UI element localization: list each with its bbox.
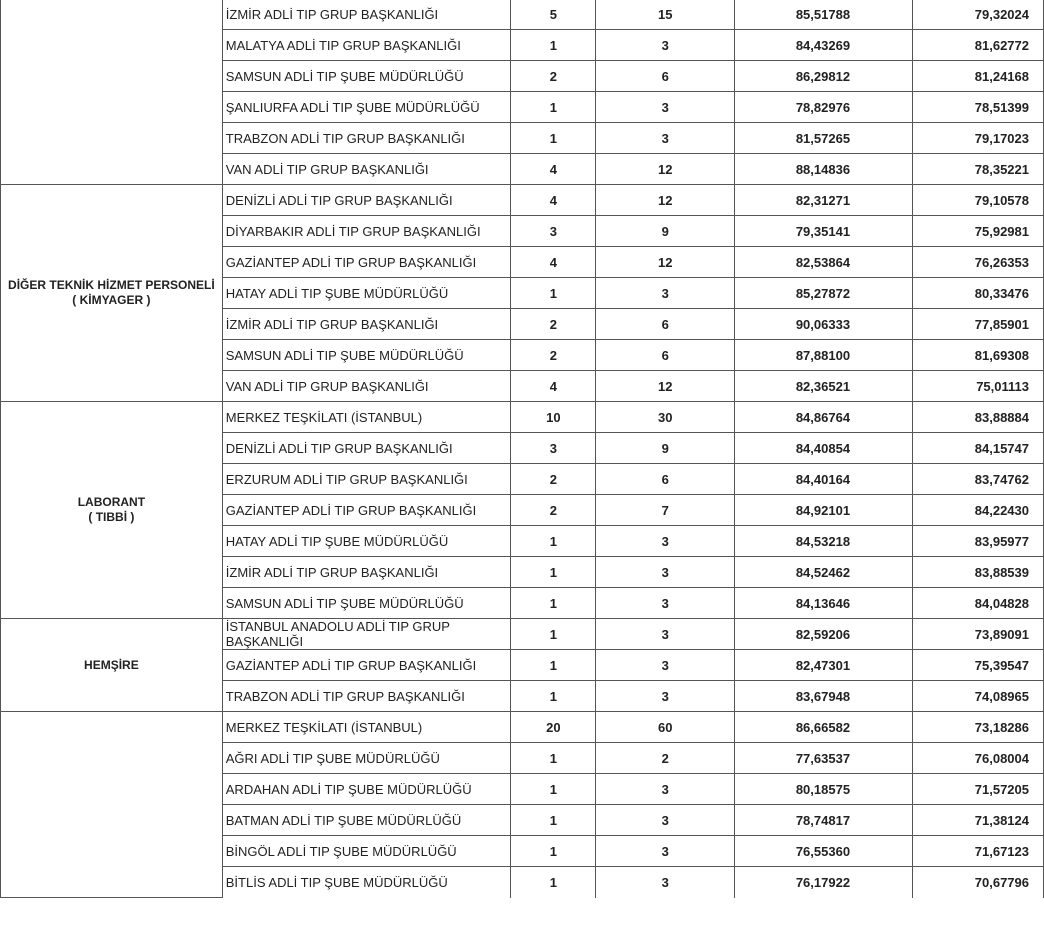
unit-name-cell: GAZİANTEP ADLİ TIP GRUP BAŞKANLIĞI: [222, 650, 511, 681]
quota-cell: 1: [511, 805, 596, 836]
called-count-cell: 9: [596, 216, 735, 247]
called-count-cell: 3: [596, 557, 735, 588]
lowest-score-cell: 79,32024: [913, 0, 1044, 30]
highest-score-cell: 85,51788: [735, 0, 913, 30]
quota-cell: 2: [511, 495, 596, 526]
quota-cell: 1: [511, 557, 596, 588]
lowest-score-cell: 81,24168: [913, 61, 1044, 92]
quota-cell: 1: [511, 774, 596, 805]
position-category-cell: [1, 0, 223, 185]
position-category-label: LABORANT: [77, 495, 146, 509]
quota-cell: 1: [511, 123, 596, 154]
table-body: [1, 0, 1044, 898]
called-count-cell: 6: [596, 464, 735, 495]
table-row: [1, 0, 1044, 30]
lowest-score-cell: 71,38124: [913, 805, 1044, 836]
highest-score-cell: 86,29812: [735, 61, 913, 92]
lowest-score-cell: 78,51399: [913, 92, 1044, 123]
called-count-cell: 15: [596, 0, 735, 30]
called-count-cell: 12: [596, 154, 735, 185]
highest-score-cell: 84,43269: [735, 30, 913, 61]
quota-cell: 3: [511, 433, 596, 464]
highest-score-cell: 84,13646: [735, 588, 913, 619]
lowest-score-cell: 79,17023: [913, 123, 1044, 154]
highest-score-cell: 84,52462: [735, 557, 913, 588]
unit-name-cell: BATMAN ADLİ TIP ŞUBE MÜDÜRLÜĞÜ: [222, 805, 511, 836]
unit-name-cell: HATAY ADLİ TIP ŞUBE MÜDÜRLÜĞÜ: [222, 278, 511, 309]
called-count-cell: 30: [596, 402, 735, 433]
lowest-score-cell: 84,04828: [913, 588, 1044, 619]
quota-cell: 10: [511, 402, 596, 433]
lowest-score-cell: 75,01113: [913, 371, 1044, 402]
highest-score-cell: 82,53864: [735, 247, 913, 278]
lowest-score-cell: 77,85901: [913, 309, 1044, 340]
quota-cell: 4: [511, 185, 596, 216]
lowest-score-cell: 79,10578: [913, 185, 1044, 216]
position-category-label: DİĞER TEKNİK HİZMET PERSONELİ: [8, 278, 215, 292]
called-count-cell: 2: [596, 743, 735, 774]
called-count-cell: 12: [596, 247, 735, 278]
unit-name-cell: GAZİANTEP ADLİ TIP GRUP BAŞKANLIĞI: [222, 495, 511, 526]
highest-score-cell: 84,40854: [735, 433, 913, 464]
called-count-cell: 3: [596, 836, 735, 867]
called-count-cell: 3: [596, 92, 735, 123]
quota-cell: 1: [511, 650, 596, 681]
quota-cell: 4: [511, 371, 596, 402]
called-count-cell: 3: [596, 619, 735, 650]
highest-score-cell: 81,57265: [735, 123, 913, 154]
highest-score-cell: 79,35141: [735, 216, 913, 247]
quota-cell: 1: [511, 526, 596, 557]
position-category-cell: [1, 712, 223, 898]
lowest-score-cell: 83,88539: [913, 557, 1044, 588]
highest-score-cell: 85,27872: [735, 278, 913, 309]
highest-score-cell: 82,47301: [735, 650, 913, 681]
quota-cell: 4: [511, 154, 596, 185]
highest-score-cell: 84,40164: [735, 464, 913, 495]
highest-score-cell: 90,06333: [735, 309, 913, 340]
lowest-score-cell: 75,92981: [913, 216, 1044, 247]
quota-cell: 2: [511, 464, 596, 495]
unit-name-cell: BİTLİS ADLİ TIP ŞUBE MÜDÜRLÜĞÜ: [222, 867, 511, 898]
quota-cell: 5: [511, 0, 596, 30]
unit-name-cell: İSTANBUL ANADOLU ADLİ TIP GRUP BAŞKANLIĞI: [222, 619, 511, 650]
unit-name-cell: İZMİR ADLİ TIP GRUP BAŞKANLIĞI: [222, 557, 511, 588]
lowest-score-cell: 83,95977: [913, 526, 1044, 557]
highest-score-cell: 78,82976: [735, 92, 913, 123]
lowest-score-cell: 78,35221: [913, 154, 1044, 185]
unit-name-cell: BİNGÖL ADLİ TIP ŞUBE MÜDÜRLÜĞÜ: [222, 836, 511, 867]
quota-cell: 2: [511, 61, 596, 92]
called-count-cell: 3: [596, 774, 735, 805]
unit-name-cell: ŞANLIURFA ADLİ TIP ŞUBE MÜDÜRLÜĞÜ: [222, 92, 511, 123]
unit-name-cell: TRABZON ADLİ TIP GRUP BAŞKANLIĞI: [222, 123, 511, 154]
unit-name-cell: SAMSUN ADLİ TIP ŞUBE MÜDÜRLÜĞÜ: [222, 588, 511, 619]
highest-score-cell: 77,63537: [735, 743, 913, 774]
table-row: [1, 185, 1044, 216]
lowest-score-cell: 76,26353: [913, 247, 1044, 278]
lowest-score-cell: 70,67796: [913, 867, 1044, 898]
unit-name-cell: DENİZLİ ADLİ TIP GRUP BAŞKANLIĞI: [222, 433, 511, 464]
unit-name-cell: SAMSUN ADLİ TIP ŞUBE MÜDÜRLÜĞÜ: [222, 61, 511, 92]
unit-name-cell: İZMİR ADLİ TIP GRUP BAŞKANLIĞI: [222, 309, 511, 340]
called-count-cell: 6: [596, 61, 735, 92]
quota-cell: 1: [511, 588, 596, 619]
highest-score-cell: 82,36521: [735, 371, 913, 402]
called-count-cell: 9: [596, 433, 735, 464]
called-count-cell: 12: [596, 371, 735, 402]
called-count-cell: 3: [596, 650, 735, 681]
quota-cell: 1: [511, 92, 596, 123]
unit-name-cell: TRABZON ADLİ TIP GRUP BAŞKANLIĞI: [222, 681, 511, 712]
highest-score-cell: 87,88100: [735, 340, 913, 371]
lowest-score-cell: 71,57205: [913, 774, 1044, 805]
quota-cell: 1: [511, 681, 596, 712]
position-category-label: HEMŞİRE: [84, 657, 139, 672]
lowest-score-cell: 84,22430: [913, 495, 1044, 526]
quota-cell: 1: [511, 30, 596, 61]
lowest-score-cell: 75,39547: [913, 650, 1044, 681]
called-count-cell: 3: [596, 681, 735, 712]
lowest-score-cell: 83,74762: [913, 464, 1044, 495]
quota-cell: 3: [511, 216, 596, 247]
called-count-cell: 6: [596, 309, 735, 340]
called-count-cell: 3: [596, 805, 735, 836]
table-row: [1, 712, 1044, 743]
highest-score-cell: 83,67948: [735, 681, 913, 712]
lowest-score-cell: 81,62772: [913, 30, 1044, 61]
called-count-cell: 6: [596, 340, 735, 371]
lowest-score-cell: 71,67123: [913, 836, 1044, 867]
unit-name-cell: VAN ADLİ TIP GRUP BAŞKANLIĞI: [222, 371, 511, 402]
unit-name-cell: VAN ADLİ TIP GRUP BAŞKANLIĞI: [222, 154, 511, 185]
unit-name-cell: HATAY ADLİ TIP ŞUBE MÜDÜRLÜĞÜ: [222, 526, 511, 557]
position-category-cell: [1, 185, 223, 402]
called-count-cell: 3: [596, 588, 735, 619]
unit-name-cell: ERZURUM ADLİ TIP GRUP BAŞKANLIĞI: [222, 464, 511, 495]
quota-cell: 20: [511, 712, 596, 743]
position-category-cell: [1, 619, 223, 712]
quota-cell: 2: [511, 309, 596, 340]
unit-name-cell: DENİZLİ ADLİ TIP GRUP BAŞKANLIĞI: [222, 185, 511, 216]
table-row: [1, 402, 1044, 433]
unit-name-cell: MERKEZ TEŞKİLATI (İSTANBUL): [222, 712, 511, 743]
unit-name-cell: GAZİANTEP ADLİ TIP GRUP BAŞKANLIĞI: [222, 247, 511, 278]
quota-cell: 1: [511, 743, 596, 774]
lowest-score-cell: 81,69308: [913, 340, 1044, 371]
position-category-cell: [1, 402, 223, 619]
highest-score-cell: 88,14836: [735, 154, 913, 185]
called-count-cell: 7: [596, 495, 735, 526]
unit-name-cell: İZMİR ADLİ TIP GRUP BAŞKANLIĞI: [222, 0, 511, 30]
table-row: [1, 619, 1044, 650]
called-count-cell: 3: [596, 123, 735, 154]
called-count-cell: 3: [596, 526, 735, 557]
lowest-score-cell: 80,33476: [913, 278, 1044, 309]
unit-name-cell: MALATYA ADLİ TIP GRUP BAŞKANLIĞI: [222, 30, 511, 61]
highest-score-cell: 76,17922: [735, 867, 913, 898]
unit-name-cell: DİYARBAKIR ADLİ TIP GRUP BAŞKANLIĞI: [222, 216, 511, 247]
quota-cell: 1: [511, 278, 596, 309]
quota-cell: 2: [511, 340, 596, 371]
lowest-score-cell: 73,18286: [913, 712, 1044, 743]
highest-score-cell: 84,53218: [735, 526, 913, 557]
highest-score-cell: 82,31271: [735, 185, 913, 216]
quota-cell: 1: [511, 836, 596, 867]
highest-score-cell: 76,55360: [735, 836, 913, 867]
quota-cell: 1: [511, 619, 596, 650]
lowest-score-cell: 83,88884: [913, 402, 1044, 433]
unit-name-cell: AĞRI ADLİ TIP ŞUBE MÜDÜRLÜĞÜ: [222, 743, 511, 774]
called-count-cell: 60: [596, 712, 735, 743]
unit-name-cell: SAMSUN ADLİ TIP ŞUBE MÜDÜRLÜĞÜ: [222, 340, 511, 371]
highest-score-cell: 84,92101: [735, 495, 913, 526]
highest-score-cell: 84,86764: [735, 402, 913, 433]
called-count-cell: 3: [596, 278, 735, 309]
lowest-score-cell: 73,89091: [913, 619, 1044, 650]
highest-score-cell: 80,18575: [735, 774, 913, 805]
highest-score-cell: 78,74817: [735, 805, 913, 836]
quota-cell: 1: [511, 867, 596, 898]
position-category-label: ( TIBBİ ): [88, 510, 135, 524]
unit-name-cell: ARDAHAN ADLİ TIP ŞUBE MÜDÜRLÜĞÜ: [222, 774, 511, 805]
position-category-label: ( KİMYAGER ): [72, 293, 151, 307]
highest-score-cell: 82,59206: [735, 619, 913, 650]
called-count-cell: 3: [596, 867, 735, 898]
lowest-score-cell: 74,08965: [913, 681, 1044, 712]
lowest-score-cell: 76,08004: [913, 743, 1044, 774]
unit-name-cell: MERKEZ TEŞKİLATI (İSTANBUL): [222, 402, 511, 433]
lowest-score-cell: 84,15747: [913, 433, 1044, 464]
quota-cell: 4: [511, 247, 596, 278]
called-count-cell: 12: [596, 185, 735, 216]
highest-score-cell: 86,66582: [735, 712, 913, 743]
called-count-cell: 3: [596, 30, 735, 61]
